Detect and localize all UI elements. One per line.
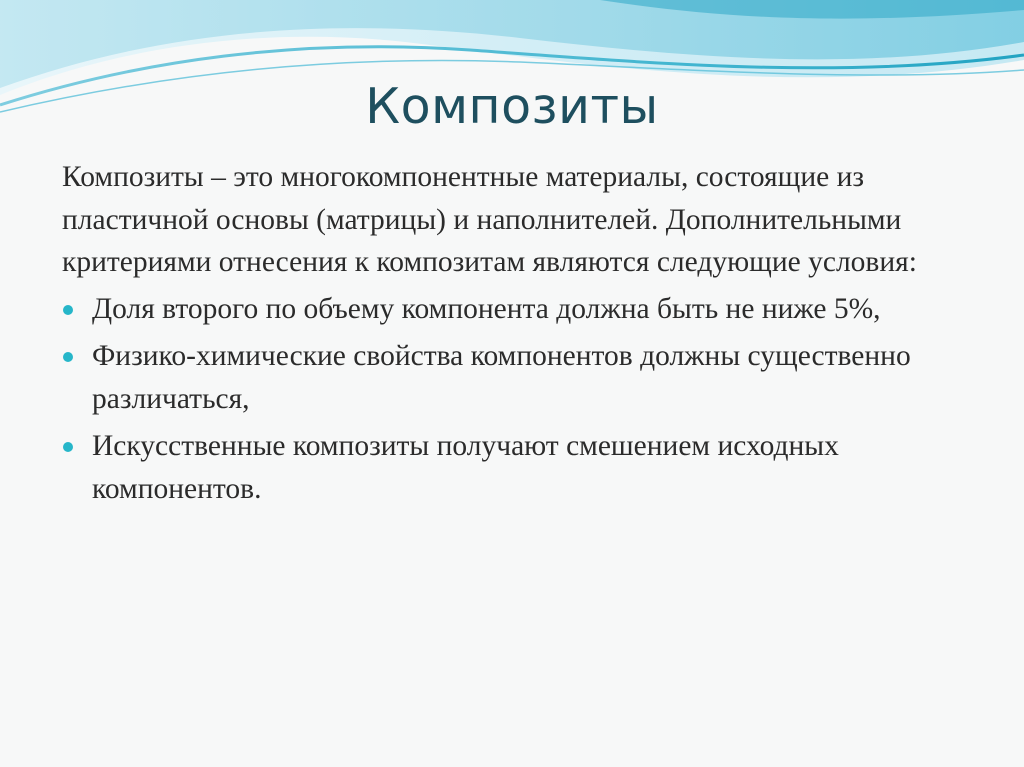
bullet-text: Искусственные композиты получают смешением исходных компонентов.: [92, 430, 839, 505]
bullet-text: Физико-химические свойства компонентов должны существенно различаться,: [92, 340, 911, 415]
list-item: [62, 288, 982, 331]
intro-paragraph: Композиты – это многокомпонентные материалы, состоящие из пластичной основы (матрицы) и наполнителей. Дополнительными критериями отнесения к композитам являются следующие условия:: [62, 161, 917, 278]
list-item: [62, 425, 982, 510]
slide-title: Композиты: [365, 78, 659, 135]
bullet-dot-icon: [63, 352, 73, 362]
bullet-text: Доля второго по объему компонента должна быть не ниже 5%,: [92, 292, 881, 325]
slide-content: [62, 156, 982, 515]
bullet-list: [62, 288, 982, 511]
list-item: [62, 335, 982, 420]
bullet-dot-icon: [63, 442, 73, 452]
bullet-dot-icon: [63, 305, 73, 315]
